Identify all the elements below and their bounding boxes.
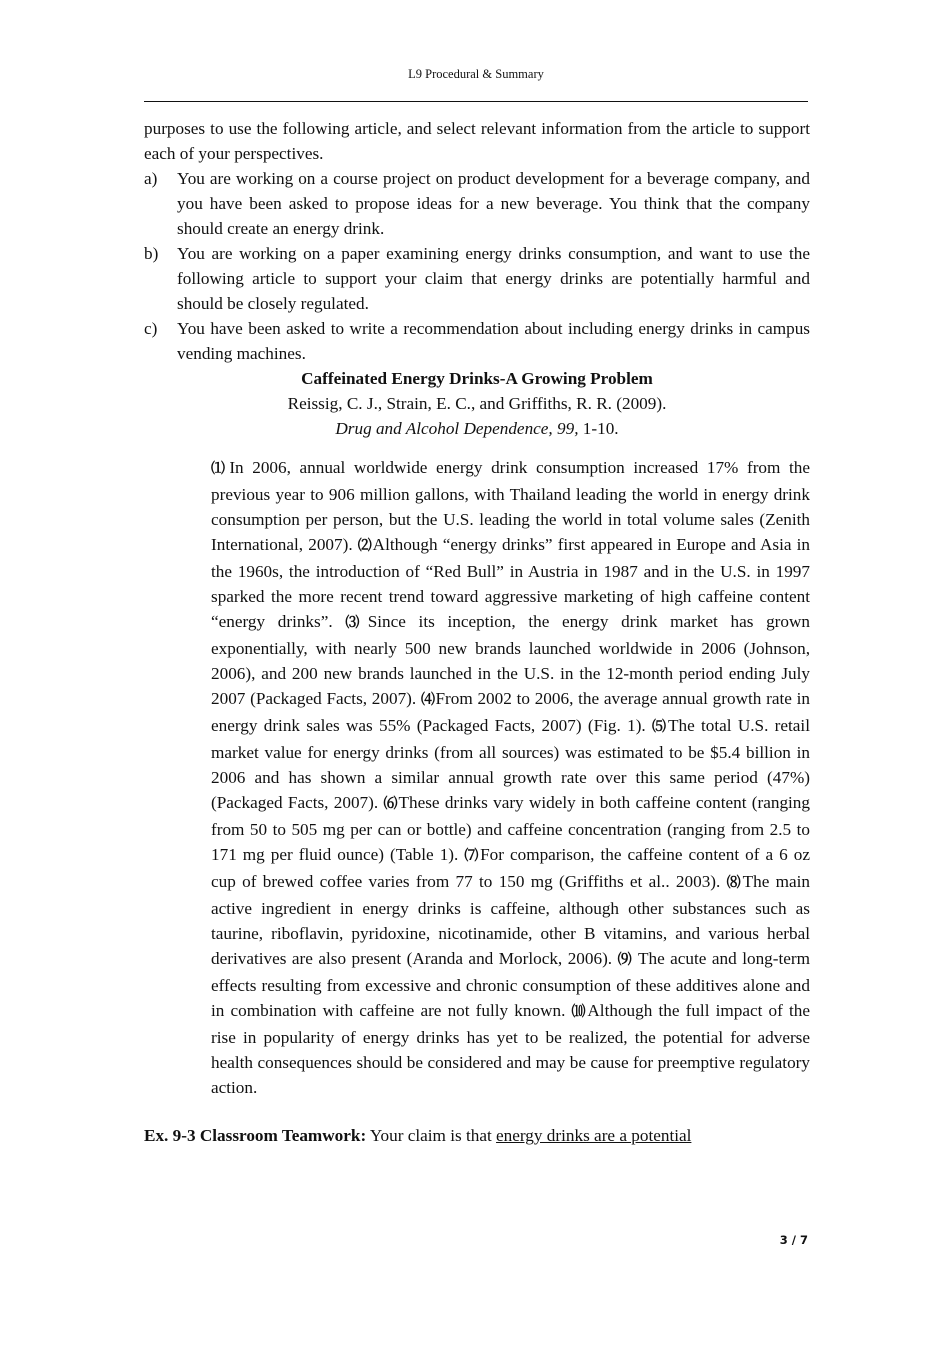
page-number: 3 / 7 — [779, 1233, 808, 1247]
article-authors: Reissig, C. J., Strain, E. C., and Griffiths, R. R. (2009). — [287, 394, 667, 413]
exercise-claim: energy drinks are a potential — [496, 1126, 692, 1145]
sentence-text: The main active ingredient in energy drinks is caffeine, although other substances such as taurine, riboflavin, pyridoxine, nicotinamide, other B vitamins, and various herbal derivatives are also present (Aranda and Morlock, 2006). — [211, 872, 810, 968]
sentence-text: These drinks vary widely in both caffeine content (ranging from 50 to 505 mg per can or bottle) and caffeine concentration (ranging from 2.5 to 171 mg per fluid ounce) (Table 1). — [211, 793, 810, 864]
sentence-number: ⑸ — [652, 719, 668, 735]
sentence-number: ⑶ — [345, 615, 368, 631]
sentence-number: ⑷ — [420, 692, 436, 708]
sentence-text: In 2006, annual worldwide energy drink consumption increased 17% from the previous year to 906 million gallons, with Thailand leading the world in energy drink consumption per person, but the U.S. leading the world in total volume sales (Zenith International, 2007). — [211, 458, 810, 554]
sentence-number: ⑻ — [726, 875, 743, 891]
sentence-number: ⑹ — [383, 796, 399, 812]
sentence-number: ⑺ — [464, 848, 481, 864]
exercise-label: Ex. 9-3 Classroom Teamwork: — [144, 1126, 367, 1145]
exercise-text: Your claim is that — [366, 1126, 497, 1145]
article-pages: 1-10. — [582, 419, 619, 438]
article-title: Caffeinated Energy Drinks-A Growing Problem — [301, 369, 653, 388]
sentence-text: The acute and long-term effects resulting from excessive and chronic consumption of these additives alone and in combination with caffeine are not fully known. — [211, 949, 810, 1020]
sentence-text: From 2002 to 2006, the average annual growth rate in energy drink sales was 55% (Packaged Facts, 2007) (Fig. 1). — [211, 689, 810, 735]
exercise-paragraph — [144, 1123, 810, 1148]
task-label: b) — [144, 244, 159, 263]
sentence-number: ⑵ — [357, 538, 373, 554]
task-item-b — [144, 241, 810, 316]
sentence-number: ⑼ — [617, 952, 633, 968]
sentence-text: For comparison, the caffeine content of a 6 oz cup of brewed coffee varies from 77 to 150 mg (Griffiths et al.. 2003). — [211, 845, 810, 891]
task-label: c) — [144, 319, 158, 338]
task-text: You have been asked to write a recommendation about including energy drinks in campus vending machines. — [177, 319, 810, 363]
article-citation — [144, 416, 810, 441]
page-header: L9 Procedural & Summary — [408, 67, 544, 81]
sentence-number: ⑽ — [571, 1004, 588, 1020]
intro-paragraph: purposes to use the following article, and select relevant information from the article to support each of your perspectives. — [144, 119, 810, 163]
sentence-text: Although the full impact of the rise in popularity of energy drinks has yet to be realized, the potential for adverse health consequences should be considered and may be cause for preemptive regulatory action. — [211, 1001, 811, 1097]
task-text: You are working on a paper examining energy drinks consumption, and want to use the following article to support your claim that energy drinks are potentially harmful and should be closely regulated. — [177, 244, 810, 313]
task-text: You are working on a course project on product development for a beverage company, and you have been asked to propose ideas for a new beverage. You think that the company should create an energy drink. — [177, 169, 810, 238]
task-item-a — [144, 166, 810, 241]
article-journal: Drug and Alcohol Dependence, 99, — [335, 419, 579, 438]
task-item-c — [144, 316, 810, 366]
task-label: a) — [144, 169, 158, 188]
sentence-text: The total U.S. retail market value for energy drinks (from all sources) was estimated to be $5.4 billion in 2006 and has shown a similar annual growth rate over this same period (47%) (Packaged Facts, 2007). — [211, 716, 810, 812]
article-body — [211, 455, 810, 1100]
sentence-number: ⑴ — [211, 461, 230, 477]
sentence-text: Since its inception, the energy drink market has grown exponentially, with nearly 500 new brands launched worldwide in 2006 (Johnson, 2006), and 200 new brands launched in the U.S. in the 12-month period ending July 2007 (Packaged Facts, 2007). — [211, 612, 810, 708]
header-rule — [144, 101, 808, 102]
sentence-text: Although “energy drinks” first appeared in Europe and Asia in the 1960s, the introduction of “Red Bull” in Austria in 1987 and in the U.S. in 1997 sparked the more recent trend toward aggressive marketing of high caffeine content “energy drinks”. — [211, 535, 811, 631]
page-content — [144, 116, 810, 1148]
